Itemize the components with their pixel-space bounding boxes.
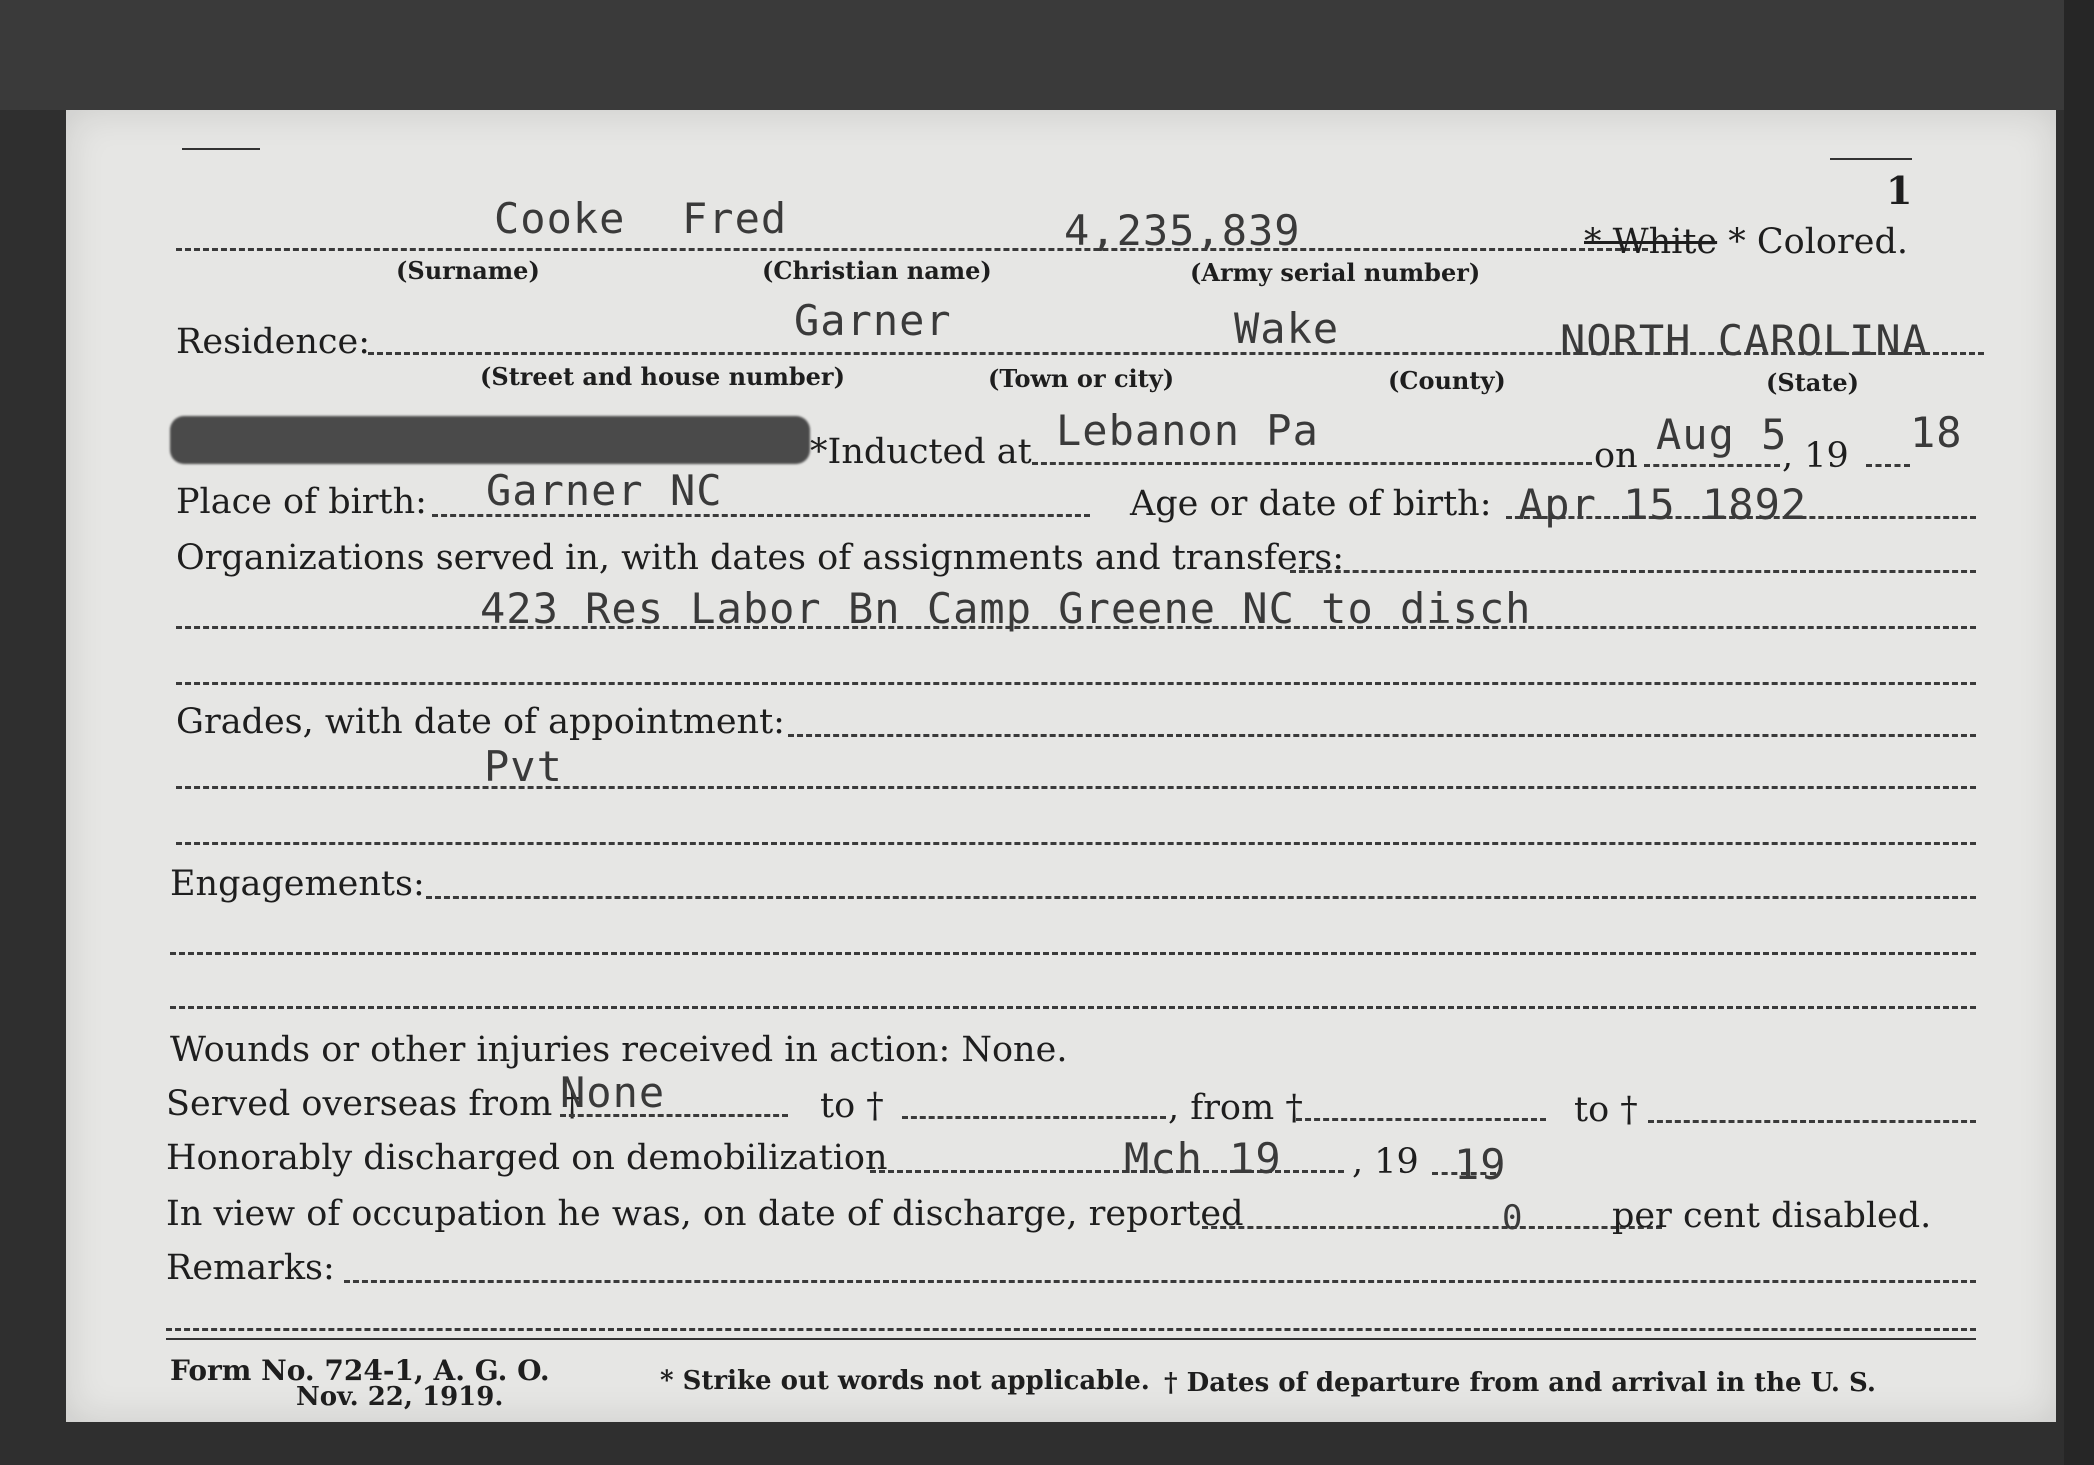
on-label: on bbox=[1594, 436, 1638, 476]
discharge-year: 19 bbox=[1454, 1140, 1507, 1189]
inducted-line bbox=[1032, 462, 1592, 465]
colored-label: * Colored. bbox=[1728, 222, 1908, 262]
inducted-label: *Inducted at bbox=[810, 432, 1032, 472]
christian-name-value: Fred bbox=[682, 194, 788, 243]
background-right bbox=[2064, 0, 2094, 1465]
grades-label: Grades, with date of appointment: bbox=[176, 702, 785, 742]
induction-year-line bbox=[1866, 464, 1910, 467]
residence-county: Wake bbox=[1234, 304, 1340, 353]
engagements-label-line bbox=[426, 896, 1976, 899]
race-label bbox=[1584, 222, 1908, 262]
birth-place-label: Place of birth: bbox=[176, 482, 427, 522]
surname-caption: (Surname) bbox=[396, 256, 540, 285]
grades-line-1 bbox=[176, 786, 1976, 789]
birth-date-label: Age or date of birth: bbox=[1130, 484, 1492, 524]
organizations-line-1 bbox=[176, 626, 1976, 629]
disability-suffix: per cent disabled. bbox=[1612, 1196, 1932, 1236]
overseas-to-2: to † bbox=[1574, 1090, 1638, 1130]
overseas-label: Served overseas from † bbox=[166, 1084, 581, 1124]
redaction-mark bbox=[170, 416, 810, 464]
residence-line bbox=[368, 352, 1984, 355]
remarks-label: Remarks: bbox=[166, 1248, 335, 1288]
footnote-dates: † Dates of departure from and arrival in the U. S. bbox=[1164, 1368, 1876, 1398]
remarks-line-2 bbox=[166, 1328, 1976, 1331]
induction-year-prefix: , 19 bbox=[1782, 436, 1849, 476]
grades-line-2 bbox=[176, 842, 1976, 845]
residence-state: NORTH CAROLINA bbox=[1560, 316, 1929, 365]
engagements-label: Engagements: bbox=[170, 864, 425, 904]
organizations-label-line bbox=[1290, 570, 1976, 573]
serial-number-value: 4,235,839 bbox=[1064, 206, 1301, 255]
discharge-year-prefix: , 19 bbox=[1352, 1142, 1419, 1182]
birth-date-line bbox=[1506, 516, 1976, 519]
organizations-line-2 bbox=[176, 682, 1976, 685]
form-date: Nov. 22, 1919. bbox=[296, 1382, 504, 1412]
service-record-card bbox=[66, 110, 2056, 1422]
background-top bbox=[0, 0, 2094, 110]
birth-place-line bbox=[432, 514, 1090, 517]
overseas-to-line-2 bbox=[1648, 1120, 1976, 1123]
state-caption: (State) bbox=[1766, 368, 1860, 397]
surname-value: Cooke bbox=[494, 194, 626, 243]
overseas-value: None bbox=[560, 1068, 666, 1117]
discharge-year-line bbox=[1432, 1172, 1496, 1175]
residence-town: Garner bbox=[794, 296, 952, 345]
white-label: * White bbox=[1584, 222, 1718, 262]
discharge-label: Honorably discharged on demobilization bbox=[166, 1138, 888, 1178]
footnote-strike: * Strike out words not applicable. bbox=[660, 1366, 1150, 1396]
inducted-place: Lebanon Pa bbox=[1056, 406, 1319, 455]
overseas-to-1: to † bbox=[820, 1086, 884, 1126]
card-number: 1 bbox=[1886, 168, 1913, 213]
form-number: Form No. 724-1, A. G. O. bbox=[170, 1354, 550, 1387]
serial-caption: (Army serial number) bbox=[1190, 258, 1481, 287]
disability-value: 0 bbox=[1502, 1198, 1524, 1238]
discharge-date-line bbox=[870, 1170, 1344, 1173]
birth-place: Garner NC bbox=[486, 466, 723, 515]
engagements-line-2 bbox=[170, 1006, 1976, 1009]
overseas-from-line-2 bbox=[1296, 1118, 1546, 1121]
remarks-line-1 bbox=[344, 1280, 1976, 1283]
name-line bbox=[176, 248, 1648, 251]
footer-rule bbox=[166, 1338, 1976, 1340]
street-caption: (Street and house number) bbox=[480, 362, 845, 391]
grades-value: Pvt bbox=[484, 742, 563, 791]
induction-date: Aug 5 bbox=[1656, 410, 1788, 459]
overseas-from-2: , from † bbox=[1168, 1088, 1303, 1128]
engagements-line-1 bbox=[170, 952, 1976, 955]
discharge-date: Mch 19 bbox=[1124, 1134, 1282, 1183]
top-right-rule bbox=[1830, 158, 1912, 160]
wounds-label: Wounds or other injuries received in action: None. bbox=[170, 1030, 1068, 1070]
grades-label-line bbox=[788, 734, 1976, 737]
birth-date: Apr 15 1892 bbox=[1518, 480, 1808, 529]
county-caption: (County) bbox=[1388, 366, 1506, 395]
overseas-to-line-1 bbox=[902, 1116, 1166, 1119]
induction-date-line bbox=[1644, 464, 1780, 467]
disability-line bbox=[1202, 1226, 1662, 1229]
organizations-label: Organizations served in, with dates of assignments and transfers: bbox=[176, 538, 1345, 578]
residence-label: Residence: bbox=[176, 322, 370, 362]
organizations-value: 423 Res Labor Bn Camp Greene NC to disch bbox=[480, 584, 1532, 633]
overseas-from-line bbox=[560, 1114, 788, 1117]
disability-label: In view of occupation he was, on date of discharge, reported bbox=[166, 1194, 1244, 1234]
town-caption: (Town or city) bbox=[988, 364, 1175, 393]
christian-caption: (Christian name) bbox=[762, 256, 992, 285]
induction-year: 18 bbox=[1910, 408, 1963, 457]
top-left-rule bbox=[182, 148, 260, 150]
